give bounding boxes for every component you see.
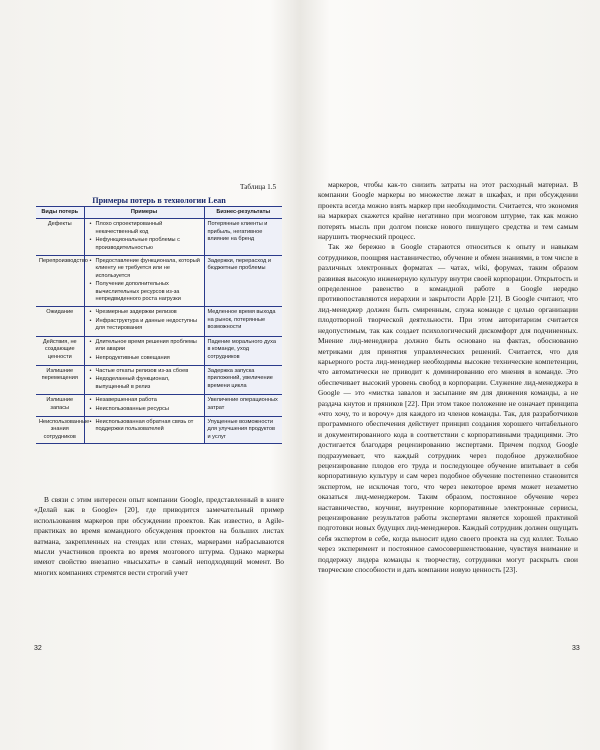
paragraph: В связи с этим интересен опыт компании Google, представленный в книге «Делай как в Google» [20], где приводится замечательный пример использования маркеров при обсуждении проектов. Как известно, в Agile-практиках во время командного обсуждения проектов на больших листах ватмана, закрепленных на стендах или стенах, маркерами набрасываются мысли участников проекта во время мозгового штурма. Однако маркеры имеют свойство внезапно «высыхать» в самый неподходящий момент. Во многих компаниях стремятся вести строгий учет <box>34 495 284 577</box>
example-item <box>88 376 201 391</box>
examples-cell <box>84 219 204 256</box>
example-text: Недоделанный функционал, выпущенный в релиз <box>95 376 170 390</box>
header-results: Бизнес-результаты <box>204 207 282 219</box>
example-text: Непродуктивные совещания <box>95 354 170 361</box>
table-body <box>36 219 282 444</box>
table-header-row <box>36 207 282 219</box>
header-examples: Примеры <box>84 207 204 219</box>
example-item <box>88 339 201 354</box>
waste-type-cell: Излишние перемещения <box>36 365 84 394</box>
business-result-cell: Потерянные клиенты и прибыль, негативное влияние на бренд <box>204 219 282 256</box>
bullet-icon: • <box>89 237 92 244</box>
example-text: Длительное время решения проблемы или аварии <box>95 338 197 353</box>
paragraph: маркеров, чтобы как-то снизить затраты на этот расходный материал. В компании Google маркеры во множестве лежат в шкафах, и при обсуждении проекта всегда можно взять маркер при необходимости. Считается, что экономия на маркерах скажется крайне негативно при мозговом штурме, так как можно потерять мысль при долгом поиске нового пишущего средства и тем самым нарушить творческий процесс. <box>318 180 578 242</box>
bullet-icon: • <box>89 317 92 324</box>
example-item <box>88 258 201 280</box>
waste-type-cell: Неиспользованные знания сотрудников <box>36 416 84 443</box>
example-item <box>88 221 201 236</box>
business-result-cell: Падение морального духа в команде, уход сотрудников <box>204 336 282 365</box>
left-body-text <box>34 495 284 578</box>
example-item <box>88 355 201 362</box>
example-text: Чрезмерные задержки релизов <box>95 309 177 316</box>
bullet-icon: • <box>89 397 92 404</box>
bullet-icon: • <box>89 221 92 228</box>
page-number-right: 33 <box>572 645 580 652</box>
waste-type-cell: Ожидание <box>36 307 84 336</box>
examples-cell <box>84 307 204 336</box>
example-item <box>88 309 201 316</box>
example-text: Получение дополнительных вычислительных ресурсов из-за непредвиденного роста нагрузки <box>95 281 181 303</box>
waste-type-cell: Перепроизводство <box>36 256 84 307</box>
right-page <box>300 0 600 750</box>
table-row <box>36 395 282 417</box>
table-row <box>36 256 282 307</box>
lean-waste-table <box>36 206 282 444</box>
examples-cell <box>84 395 204 417</box>
bullet-icon: • <box>89 338 92 345</box>
example-text: Предоставление функционала, который клиенту не требуется или не используется <box>95 258 200 279</box>
table-row <box>36 416 282 443</box>
paragraph: Так же бережно в Google стараются относиться к опыту и навыкам сотрудников, поощряя наставничество, обучение и обмен знаниями, в том числе в различных электронных форматах — чатах, wiki, форумах, таким образом развивая высокую инженерную культуру внутри своей корпорации. Открытость и определенное равенство в командной работе в Google нередко противопоставляются иерархии и закрытости Apple [21]. В Google считают, что лид-менеджер должен быть смиренным, служа команде с целью организации плодотворной творческой деятельности. При этом авторитаризм считается недопустимым, так как создает психологический дискомфорт для подчиненных. Мнение лид-менеджера должно быть основано на фактах, обоснованно метриками для принятия управленческих решений. Считается, что для карьерного роста лид-менеджер необходимы высокие технические компетенции, что автоматически не приводит к доминированию его мнения в команде. Это обеспечивает высокий уровень свобод в корпорации. Служение лид-менеджера в Google — это «мистка завалов и засыпание ям для движения команды, а не раздача кнутов и пряников [22]. При этом такое положение не означает принципа «что хочу, то и ворочу» для каждого из членов команды. Так, для разработчиков программного обеспечения действует принцип создания хорошего читабельного и документированного кода в соответствии с корпоративными традициями. Это достигается благодаря рецензированию экспертами. Причем подход Google подразумевает, что каждый сотрудник через подобное дружелюбное рецензирование плодов его труда и последующее обучение впитывает в себя корпоративную культуру и сам через подобное обучение постепенно становится экспертом, не исключая того, что через некоторое время может незаметно оказаться лид-менеджером. Таким образом, постоянное обучение через наставничество, коучинг, внутренние корпоративные электронные сервисы, рецензирование результатов работы экспертами является хорошей практикой подготовки новых будущих лид-менеджеров. Каждый сотрудник должен ощущать себя экспертом в себе, когда выносит идею своего проекта на суд коллег. Только через эксперимент и постоянное самосовершенствование, чувствуя внимание и поддержку лидера команды к творчеству, сотрудники могут раскрыть свои творческие способности и дать компании новую ценность [23]. <box>318 242 578 575</box>
example-text: Инфраструктура и данные недоступны для тестирования <box>95 317 198 332</box>
example-item <box>88 397 201 404</box>
table-row <box>36 336 282 365</box>
bullet-icon: • <box>89 405 92 412</box>
waste-type-cell: Дефекты <box>36 219 84 256</box>
example-text: Незавершенная работа <box>95 397 157 404</box>
example-text: Плохо спроектированный некачественный код <box>95 221 163 235</box>
table-caption: Таблица 1.5 <box>240 183 277 191</box>
bullet-icon: • <box>89 418 92 425</box>
example-text: Нефункциональные проблемы с производительностью <box>95 237 180 251</box>
bullet-icon: • <box>89 258 92 265</box>
waste-type-cell: Действия, не создающие ценности <box>36 336 84 365</box>
example-item <box>88 406 201 413</box>
table-title: Примеры потерь в технологии Lean <box>92 196 226 205</box>
header-waste: Виды потерь <box>36 207 84 219</box>
business-result-cell: Упущенные возможности для улучшения продуктов и услуг <box>204 416 282 443</box>
examples-cell <box>84 336 204 365</box>
example-text: Неиспользованные ресурсы <box>95 405 169 412</box>
table-row <box>36 307 282 336</box>
example-item <box>88 368 201 375</box>
example-text: Неиспользованная обратная связь от поддержки пользователей <box>95 418 194 433</box>
right-body-text <box>318 180 578 575</box>
table-row <box>36 219 282 256</box>
example-text: Частые откаты релизов из-за сбоев <box>95 367 189 374</box>
page-number-left: 32 <box>34 645 42 652</box>
table-row <box>36 365 282 394</box>
example-item <box>88 237 201 252</box>
bullet-icon: • <box>89 309 92 316</box>
examples-cell <box>84 416 204 443</box>
bullet-icon: • <box>89 281 92 288</box>
business-result-cell: Задержки, перерасход и бюджетные проблемы <box>204 256 282 307</box>
example-item <box>88 318 201 333</box>
bullet-icon: • <box>89 376 92 383</box>
example-item <box>88 419 201 434</box>
bullet-icon: • <box>89 367 92 374</box>
bullet-icon: • <box>89 354 92 361</box>
examples-cell <box>84 256 204 307</box>
example-item <box>88 281 201 303</box>
business-result-cell: Задержка запуска приложений, увеличение времени цикла <box>204 365 282 394</box>
waste-type-cell: Излишние запасы <box>36 395 84 417</box>
business-result-cell: Медленное время выхода на рынок, потерянные возможности <box>204 307 282 336</box>
business-result-cell: Увеличение операционных затрат <box>204 395 282 417</box>
examples-cell <box>84 365 204 394</box>
